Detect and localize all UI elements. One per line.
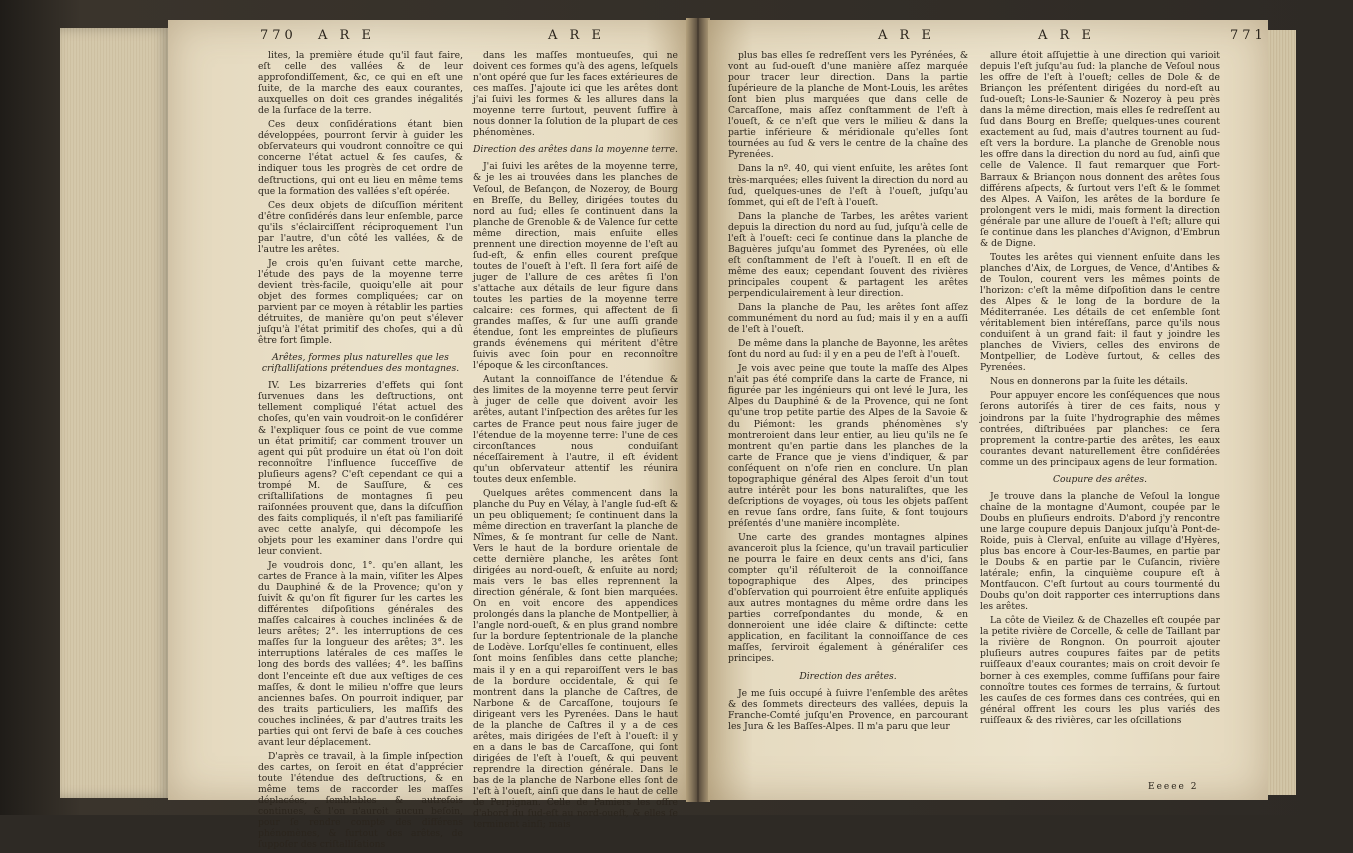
left-running-head-1: A R E [318, 28, 375, 43]
right-col2-paragraph: La côte de Vieilez & de Chazelles eſt coupée par la petite rivière de Corcelle, & celle de Taillant par la rivière de Rongnon. On pourroit ajouter pluſieurs autres coupures faites par de petits ruiſſeaux d'eaux courantes; mais on croit devoir ſe borner à ces exemples, comme ſuffiſans pour faire connoître toutes ces formes de terrains, & ſurtout les cauſes de ces formes dans ces contrées, qui en général offrent les cours les plus variés des ruiſſeaux & des rivières, car les oſcillations [980, 615, 1220, 726]
right-col2-heading: Coupure des arêtes. [1052, 473, 1148, 485]
right-col2-paragraph: Pour appuyer encore les conſéquences que nous ſerons autoriſés à tirer de ces faits, nous y joindrons par la ſuite l'hydrographie des mêmes contrées, diſtribuées par planches: ce ſera proprement la contre-partie des arêtes, les eaux courantes devant naturellement être conſidérées comme un des principaux agens de leur formation. [980, 390, 1220, 468]
left-col2-paragraph: Autant la connoiſſance de l'étendue & des limites de la moyenne terre peut ſervir à juger de celle que doivent avoir les arêtes, autant l'inſpection des arêtes ſur les cartes de France peut nous faire juger de l'étendue de la moyenne terre: l'une de ces circonſtances nous conduiſant néceſſairement à l'autre, il eſt évident qu'un obſervateur attentif les réunira toutes deux enſemble. [473, 374, 678, 485]
right-col1-paragraph: Je me ſuis occupé à ſuivre l'enſemble des arêtes & des ſommets directeurs des vallées, depuis la Franche-Comté juſqu'en Provence, en parcourant les Jura & les Baſſes-Alpes. Il m'a paru que leur [728, 687, 968, 732]
right-col1-paragraph: Dans la planche de Pau, les arêtes ſont aſſez communément du nord au ſud; mais il y en a auſſi de l'eſt à l'oueſt. [728, 302, 968, 336]
right-col1-paragraph: plus bas elles ſe redreſſent vers les Pyrénées, & vont au ſud-oueſt d'une manière aſſez marquée pour tracer leur direction. Dans la partie ſupérieure de la planche de Mont-Louis, les arêtes ſont bien plus marquées que dans celle de Carcaſſone, mais aſſez conſtamment de l'eſt à l'oueſt, & ce n'eſt que vers le milieu & dans la partie inférieure & méridionale qu'elles ſont tournées au ſud & vers le centre de la chaîne des Pyrenées. [728, 50, 968, 161]
left-col2-paragraph: dans les maſſes montueuſes, qui ne doivent ces formes qu'à des agens, leſquels n'ont opéré que ſur les faces extérieures de ces maſſes. J'ajoute ici que les arêtes dont j'ai ſuivi les formes & les allures dans la moyenne terre ſurtout, peuvent ſuffire à nous donner la ſolution de la plupart de ces phénomènes. [473, 50, 678, 139]
left-col1-paragraph: Je crois qu'en ſuivant cette marche, l'étude des pays de la moyenne terre devient très-facile, quoiqu'elle ait pour objet des formes compliquées; car on parvient par ce moyen à rétablir les parties détruites, de manière qu'on peut s'élever juſqu'à l'état primitif des choſes, qui a dû être fort ſimple. [258, 257, 463, 347]
right-running-head-1: A R E [878, 28, 935, 43]
left-col1-paragraph: Je voudrois donc, 1°. qu'en allant, les cartes de France à la main, viſiter les Alpes du Dauphiné & de la Provence; qu'on y ſuivît & qu'on fît figurer ſur les cartes les différentes diſpoſitions générales des maſſes calcaires à couches inclinées & de leurs arêtes; 2°. les interruptions de ces maſſes ſur la longueur des arêtes; 3°. les interruptions latérales de ces maſſes le long des bords des vallées; 4°. les baſſins dont l'enceinte eſt due aux veſtiges de ces maſſes, & dont le milieu n'offre que leurs anciennes baſes. On pourroit indiquer, par des traits particuliers, les maſſifs des couches inclinées, & par d'autres traits les parties qui ont ſervi de baſe à ces couches avant leur déplacement. [258, 560, 463, 748]
right-running-head-2: A R E [1038, 28, 1095, 43]
left-page-number: 770 [260, 28, 297, 43]
left-column-1 [258, 50, 463, 853]
left-running-head-2: A R E [548, 28, 605, 43]
right-col1-paragraph: Dans la nº. 40, qui vient enſuite, les arêtes ſont très-marquées; elles ſuivent la direction du nord au ſud, quelques-unes de l'eſt à l'oueſt, juſqu'au ſommet, qui eſt de l'eſt à l'oueſt. [728, 163, 969, 208]
left-col2-paragraph: Quelques arêtes commencent dans la planche du Puy en Vélay, à l'angle ſud-eſt & un peu obliquement; ſe continuent dans la même direction en traverſant la planche de Nîmes, & ſe montrant ſur celle de Nant. Vers le haut de la bordure orientale de cette dernière planche, les arêtes ſont dirigées au nord-oueſt, & enſuite au nord; mais vers le bas elles reprennent la direction générale, & ſont bien marquées. On en voit encore des appendices prolongés dans la planche de Montpellier, à l'angle nord-oueſt, & en plus grand nombre ſur la bordure ſeptentrionale de la planche de Lodève. Lorſqu'elles ſe continuent, elles ſont moins ſenſibles dans cette planche; mais il y en a qui reparoiſſent vers le bas de la bordure occidentale, & qui ſe montrent dans la planche de Caſtres, de Narbone & de Carcaſſone, toujours ſe dirigeant vers les Pyrenées. Dans le haut de la planche de Caſtres il y a de ces arêtes, mais dirigées de l'eſt à l'oueſt: il y en a dans le bas de Carcaſſone, qui ſont dirigées de l'eſt à l'oueſt, & qui peuvent reprendre la direction générale. Dans le bas de la planche de Narbone elles ſont de l'eſt à l'oueſt, ainſi que dans le haut de celle de Perpignan. Celle de Pamiers les offre d'abord du ſud-eſt au nord-oueſt, & elles ſe terminent ainſi; mais [473, 487, 678, 831]
left-page [168, 20, 688, 851]
left-column-2 [473, 50, 678, 833]
right-col1-paragraph: Une carte des grandes montagnes alpines avanceroit plus la ſcience, qu'un travail particulier ne pourra le faire en deux cents ans d'ici, ſans compter qu'il réſulteroit de la connoiſſance topographique des Alpes, des principes d'obſervation qui pourroient être enſuite appliqués aux autres montagnes du même ordre dans les parties correſpondantes du monde, & en donneroient une idée claire & diſtincte: cette application, en facilitant la connoiſſance de ces maſſes, ſerviroit également à généraliſer ces principes. [728, 531, 968, 665]
left-col2-heading: Direction des arêtes dans la moyenne terre. [473, 144, 678, 156]
right-col2-paragraph: Toutes les arêtes qui viennent enſuite dans les planches d'Aix, de Lorgues, de Vence, d'Antibes & de Toulon, courent vers les mêmes points de l'horizon: c'eſt la même diſpoſition dans le centre des Alpes & le long de la bordure de la Méditerranée. Les détails de cet enſemble ſont véritablement bien intéreſſans, parce qu'ils nous conduiſent à un grand fait: il faut y joindre les planches de Viviers, celles des environs de Montpellier, de Lodève ſurtout, & celles des Pyrenées. [980, 251, 1220, 374]
right-column-1 [728, 50, 968, 735]
right-page-number: 771 [1230, 28, 1267, 43]
right-col1-heading: Direction des arêtes. [799, 670, 897, 682]
page-edges-left [60, 28, 170, 798]
left-col2-paragraph: J'ai ſuivi les arêtes de la moyenne terre, & je les ai trouvées dans les planches de Veſoul, de Beſançon, de Nozeroy, de Bourg en Breſſe, du Belley, dirigées toutes du nord au ſud; elles ſe continuent dans la planche de Grenoble & de Valence ſur cette même direction, mais enſuite elles prennent une direction moyenne de l'eſt au ſud-eſt, & enfin elles courent preſque toutes de l'oueſt à l'eſt. Il ſera fort aiſé de juger de l'allure de ces arêtes ſi l'on s'attache aux détails de leur figure dans toutes les parties de la moyenne terre calcaire: ces formes, qui affectent de ſi grandes maſſes, & ſur une auſſi grande étendue, ſont les empreintes de pluſieurs grands événemens qui méritent d'être ſuivis avec ſoin pour en reconnoître l'époque & les circonſtances. [473, 161, 678, 372]
right-col1-paragraph: Je vois avec peine que toute la maſſe des Alpes n'ait pas été compriſe dans la carte de France, ni figurée par les ingénieurs qui ont levé le Jura, les Alpes du Dauphiné & de la Provence, qui ne ſont qu'une trop petite partie des Alpes de la Savoie & du Piémont: les grands phénomènes s'y montreroient dans leur entier, au lieu qu'ils ne ſe montrent qu'en partie dans les planches de la carte de France que je viens d'indiquer, & par conſéquent on n'ofe rien en conclure. Un plan topographique général des Alpes ſeroit d'un tout autre intérêt pour les bons naturaliſtes, que les deſcriptions de voyages, où tous les objets paſſent en revue ſans ordre, ſans ſuite, & ſont toujours préſentés d'une manière incomplète. [728, 363, 968, 529]
signature-mark: Eeeee 2 [1148, 782, 1199, 792]
right-col2-paragraph: Nous en donnerons par la ſuite les détails. [990, 376, 1188, 388]
right-col1-paragraph: De même dans la planche de Bayonne, les arêtes ſont du nord au ſud: il y en a peu de l'eſt à l'oueſt. [728, 338, 968, 361]
right-col2-paragraph: allure étoit aſſujettie à une direction qui varioit depuis l'eſt juſqu'au ſud: la planche de Veſoul nous les offre de l'eſt à l'oueſt; celles de Dole & de Briançon les préſentent dirigées du nord-eſt au ſud-oueſt; Lons-le-Saunier & Nozeroy à peu près dans la même direction, mais elles ſe redreſſent au ſud dans Bourg en Breſſe; quelques-unes courent exactement au ſud, mais d'autres tournent au ſud-eſt vers la bordure. La planche de Grenoble nous les offre dans la direction du nord au ſud, ainſi que celle de Valence. Il faut remarquer que Fort-Barraux & Briançon nous donnent des arêtes ſous différens aſpects, & ſurtout vers l'eſt & le ſommet des Alpes. A Vaiſon, les arêtes de la bordure ſe prolongent vers le midi, mais forment la direction générale par une allure de l'oueſt à l'eſt; allure qui ſe continue dans les planches d'Avignon, d'Embrun & de Digne. [980, 50, 1220, 249]
left-col1-paragraph: Ces deux objets de diſcuſſion méritent d'être conſidérés dans leur enſemble, parce qu'ils s'éclairciſſent réciproquement l'un par l'autre, d'un côté les vallées, & de l'autre les arêtes. [258, 199, 463, 255]
right-column-2 [980, 50, 1220, 729]
page-edges-right [1266, 30, 1296, 795]
left-col1-paragraph: IV. Les bizarreries d'effets qui ſont ſurvenues dans les deſtructions, ont tellement compliqué l'état actuel des choſes, qu'en vain voudroit-on le conſidérer & l'expliquer ſous ce point de vue comme un état primitif; car comment trouver un agent qui pût produire un état où l'on doit reconnoître l'influence ſucceſſive de pluſieurs agens? C'eſt cependant ce qui a trompé M. de Sauſſure, & ces criſtalliſations de montagnes ſi peu raiſonnées prouvent que, dans la diſcuſſion des faits compliqués, il n'eſt pas familiariſé avec cette analyſe, qui décompoſe les objets pour les examiner dans l'ordre qui leur convient. [258, 380, 463, 558]
book-gutter [686, 18, 710, 802]
right-col1-paragraph: Dans la planche de Tarbes, les arêtes varient depuis la direction du nord au ſud, juſqu'à celle de l'eſt à l'oueſt: ceci ſe continue dans la planche de Baguères juſqu'au ſommet des Pyrenées, où elle eſt conſtamment de l'eſt à l'oueſt. Il en eſt de même des eaux; cependant ſouvent des rivières principales coupent & partagent les arêtes perpendiculairement à leur direction. [728, 210, 968, 299]
right-page [708, 20, 1268, 800]
left-col1-paragraph: Ces deux conſidérations étant bien développées, pourront ſervir à guider les obſervateurs qui voudront connoître ce qui concerne l'état actuel & ſes cauſes, & indiquer tous les progrès de cet ordre de deſtructions, qui ont eu lieu en même tems que la formation des vallées s'eſt opérée. [258, 119, 463, 197]
left-col1-paragraph: lites, la première étude qu'il faut faire, eſt celle des vallées & de leur approfondiſſement, &c, ce qui en eſt une ſuite, de la marche des eaux courantes, auxquelles on doit ces grandes inégalités de la ſurface de la terre. [258, 50, 463, 117]
left-col1-heading: Arêtes, formes plus naturelles que les criſtalliſations prétendues des montagnes. [261, 352, 460, 375]
right-col2-paragraph: Je trouve dans la planche de Veſoul la longue chaîne de la montagne d'Aumont, coupée par le Doubs en pluſieurs endroits. D'abord j'y rencontre une large coupure depuis Danjoux juſqu'à Pont-de-Roide, puis à Clerval, enſuite au village d'Hyères, plus bas encore à Cour-les-Baumes, en partie par le Doubs & en partie par le Cuſancin, rivière latérale; enfin, la cinquième coupure eſt à Montfaucon. C'eſt ſurtout au cours tourmenté du Doubs qu'on doit rapporter ces interruptions dans les arêtes. [980, 490, 1220, 613]
left-col1-paragraph: D'après ce travail, à la ſimple inſpection des cartes, on ſeroit en état d'apprécier toute l'étendue des deſtructions, & en même tems de raccorder les maſſes déplacées, ſemblables & autrefois continues, & l'on n'auroit aucun beſoin, pour ſe rendre compte des différens phénomènes, & ſurtout des arêtes, de ſuppoſer des criſtalliſations [258, 750, 463, 851]
